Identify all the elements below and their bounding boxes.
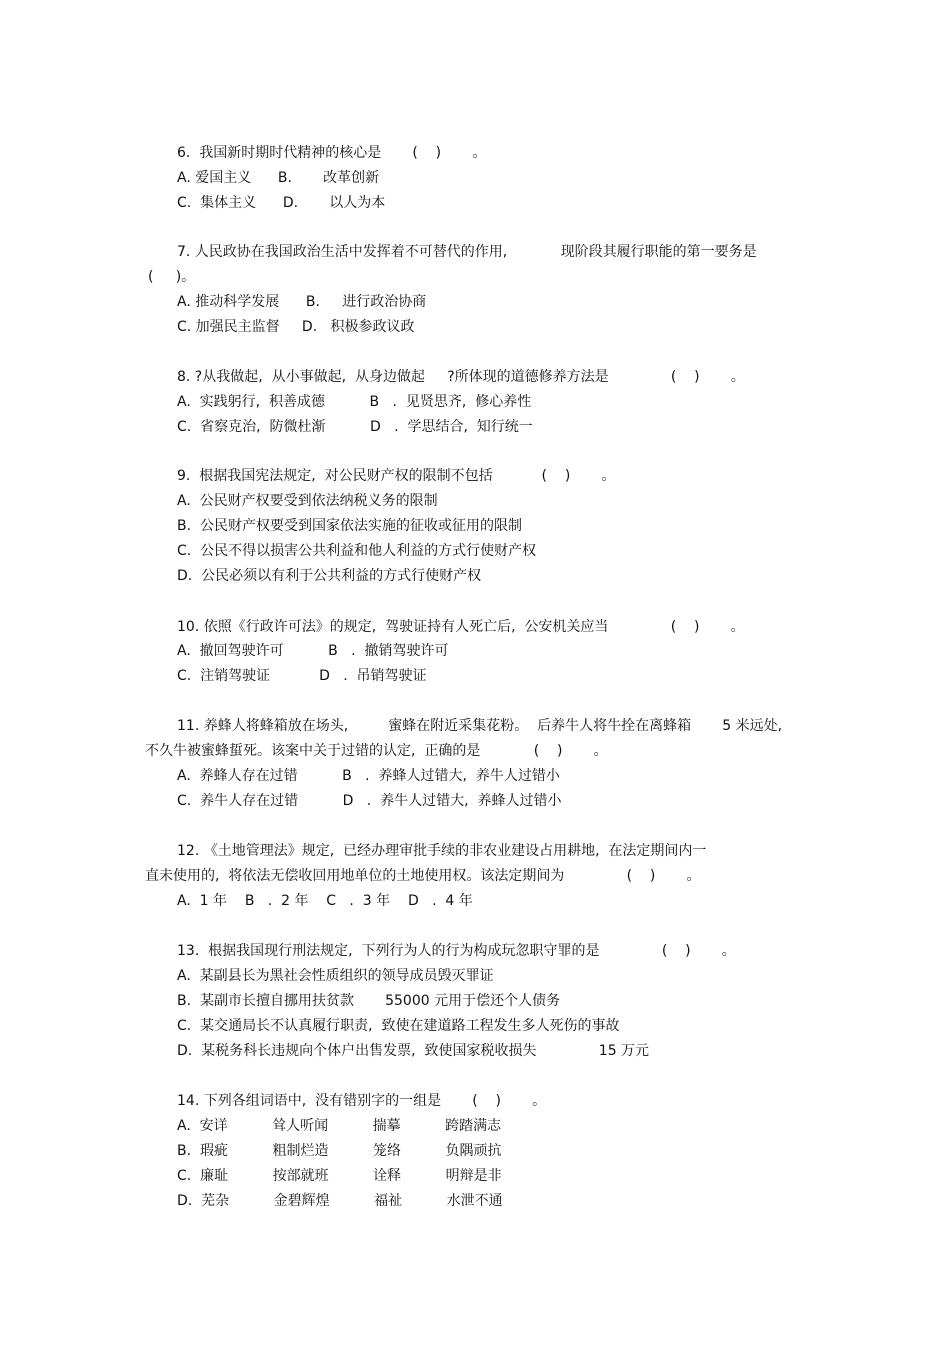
question-9-option-d: D. 公民必须以有利于公共利益的方式行使财产权 (177, 568, 482, 584)
question-9-option-c: C. 公民不得以损害公共利益和他人利益的方式行使财产权 (177, 543, 537, 559)
question-13-option-a: A. 某副县长为黑社会性质组织的领导成员毁灭罪证 (177, 968, 494, 984)
question-13-stem: 13. 根据我国现行刑法规定, 下列行为人的行为构成玩忽职守罪的是 ( ) 。 (177, 943, 736, 959)
question-11-option-line: C. 养牛人存在过错 D . 养牛人过错大, 养蜂人过错小 (177, 793, 562, 809)
question-13-option-b: B. 某副市长擅自挪用扶贫款 55000 元用于偿还个人债务 (177, 993, 561, 1009)
question-12-option-line: A. 1 年 B . 2 年 C . 3 年 D . 4 年 (177, 893, 473, 909)
question-6-option-line: C. 集体主义 D. 以人为本 (177, 195, 386, 211)
question-9-stem: 9. 根据我国宪法规定, 对公民财产权的限制不包括 ( ) 。 (177, 468, 616, 484)
question-7-stem: 7. 人民政协在我国政治生活中发挥着不可替代的作用, 现阶段其履行职能的第一要务是 (177, 244, 757, 260)
question-11-option-line: A. 养蜂人存在过错 B . 养蜂人过错大, 养牛人过错小 (177, 768, 560, 784)
question-12-stem-continued: 直未使用的, 将依法无偿收回用地单位的土地使用权。该法定期间为 ( ) 。 (145, 868, 701, 884)
question-8-option-line: C. 省察克治, 防微杜渐 D . 学思结合, 知行统一 (177, 419, 533, 435)
question-10-option-line: C. 注销驾驶证 D . 吊销驾驶证 (177, 668, 427, 684)
question-12-stem: 12. 《土地管理法》规定, 已经办理审批手续的非农业建设占用耕地, 在法定期间内一 (177, 843, 707, 859)
question-7-stem-continued: ( )。 (148, 269, 196, 285)
question-6-option-line: A. 爱国主义 B. 改革创新 (177, 170, 380, 186)
question-7-option-line: C. 加强民主监督 D. 积极参政议政 (177, 319, 415, 335)
question-8-option-line: A. 实践躬行, 积善成德 B . 见贤思齐, 修心养性 (177, 394, 532, 410)
question-14-option-c: C. 廉耻 按部就班 诠释 明辩是非 (177, 1168, 502, 1184)
question-11-stem-continued: 不久牛被蜜蜂蜇死。该案中关于过错的认定, 正确的是 ( ) 。 (145, 743, 608, 759)
question-13-option-d: D. 某税务科长违规向个体户出售发票, 致使国家税收损失 15 万元 (177, 1043, 650, 1059)
question-14-option-b: B. 瑕疵 粗制烂造 笼络 负隅顽抗 (177, 1143, 502, 1159)
question-14-stem: 14. 下列各组词语中, 没有错别字的一组是 ( ) 。 (177, 1093, 547, 1109)
question-10-option-line: A. 撤回驾驶许可 B . 撤销驾驶许可 (177, 643, 449, 659)
question-9-option-b: B. 公民财产权要受到国家依法实施的征收或征用的限制 (177, 518, 522, 534)
question-14-option-d: D. 芜杂 金碧辉煌 福祉 水泄不通 (177, 1193, 503, 1209)
question-14-option-a: A. 安详 耸人听闻 揣摹 跨踏满志 (177, 1118, 502, 1134)
question-7-option-line: A. 推动科学发展 B. 进行政治协商 (177, 294, 427, 310)
question-10-stem: 10. 依照《行政许可法》的规定, 驾驶证持有人死亡后, 公安机关应当 ( ) 。 (177, 619, 745, 635)
question-9-option-a: A. 公民财产权要受到依法纳税义务的限制 (177, 493, 438, 509)
question-8-stem: 8. ?从我做起, 从小事做起, 从身边做起 ?所体现的道德修养方法是 ( ) 。 (177, 369, 745, 385)
question-13-option-c: C. 某交通局长不认真履行职责, 致使在建道路工程发生多人死伤的事故 (177, 1018, 620, 1034)
question-6-stem: 6. 我国新时期时代精神的核心是 ( ) 。 (177, 145, 487, 161)
question-11-stem: 11. 养蜂人将蜂箱放在场头, 蜜蜂在附近采集花粉。 后养牛人将牛拴在离蜂箱 5 米远处, (177, 718, 783, 734)
